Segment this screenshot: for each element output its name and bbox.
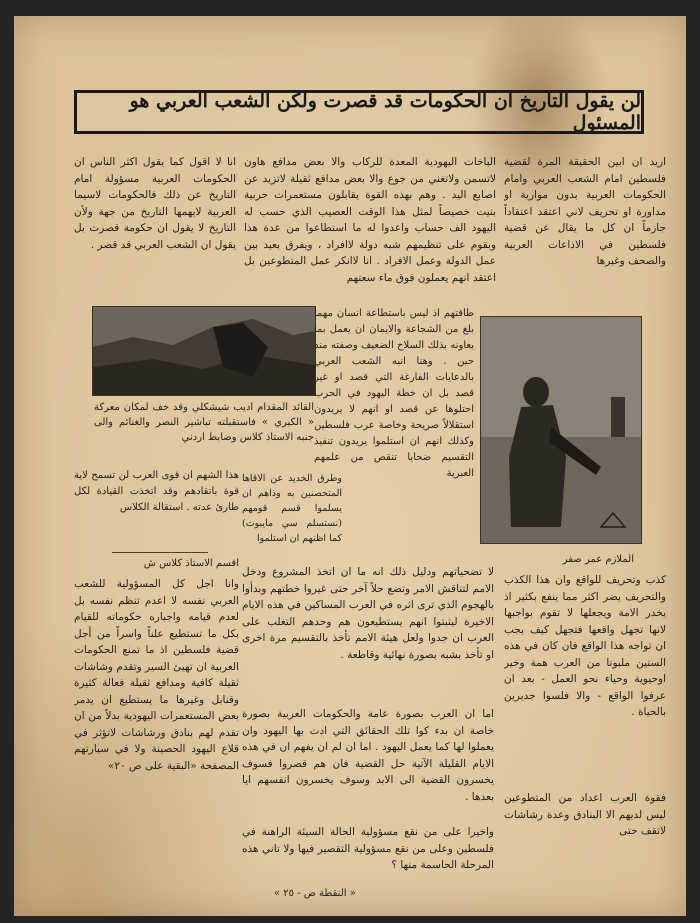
column-middle-low3 <box>242 824 494 874</box>
photo-caption-right: الملازم عمر صفر <box>562 554 634 565</box>
column-left-mid <box>74 468 239 550</box>
article-text: فقوة العرب اعداد من المتطوعين ليس لديهم الا البنادق وعدة رشاشات لاتقف حتى <box>504 792 666 837</box>
column-left-low <box>74 576 239 876</box>
photo-caption-left <box>94 400 314 462</box>
newspaper-page <box>14 16 686 916</box>
article-text: اما ان العرب بصورة عامة والحكومات العربية بصورة خاصة ان بدء كوا تلك الحقائق التي ادت بها اليهود وان يعملوا لها كما يعمل اليهود . اما ان لم ان يفهم ان في هذه الايام القليلة الآتية حل القضية فان هم قصروا فسوف يخسرون القضية الى الابد وسوف يخسرون انفسهم ايا بعدها . <box>242 708 494 803</box>
column-middle-low2 <box>242 706 494 818</box>
article-text: كذب وتحريف للواقع وان هذا الكذب والتحريف يضر اكثر مما ينفع بكثير اذ يخدر الامة ويجعلها لا تقوم بواجبها لانها تجهل واقعها فتجهل كيف يجب ان تواجه هذا الواقع فان كان في هذه السنين ملبونا من العرب همة وخير اوحيوية وحياء نحو العمل - بعد ان عرفوا الواقع - والا فلسوا جديرين بالحياة . <box>504 574 666 718</box>
column-right-low <box>504 572 666 786</box>
article-text: انا لا اقول كما يقول اكثر الناس ان الحكومات العربية مسؤولة امام التاريخ عن ذلك فالحكومات لاسيما العربية لايهمها التاريخ من جهة ولأن التاريخ لا يقول ان حكومة قصرت بل يقول ان الشعب العربي قد قصر . <box>74 156 236 251</box>
page-footer: « النقطة ص - ٢٥ » <box>274 888 356 899</box>
article-text: اريد ان ابين الحقيقة المرة لقضية فلسطين امام الشعب العربي وامام الحكومات العربية بدون موارية او مداورة او تحريف لاني اعتقد اعتقاداً جازماً ان كل ما يقال عن قضية فلسطين في الاذاعات العربية والصحف وغيرها <box>504 156 666 267</box>
column-right-top <box>504 154 666 306</box>
column-right-low2 <box>504 790 666 860</box>
article-text: وطرق الخديد عن الاقاها المتحصنين به وذاهم ان يسلموا قسم قومهم (نستسلم سي مايبوت) كما اظنهم ان استلموا <box>242 473 342 544</box>
photo-landscape <box>92 306 316 396</box>
column-middle-low <box>242 564 494 696</box>
article-text: لا تضحياتهم ودليل ذلك انه ما ان اتخذ المشروع ودخل الامم لتناقش الامر وتضع حلاً آخر حتى غيروا خطتهم وبدأوا بالهجوم الذي ترى اثره في العرب المساكين في هذه الايام الاخيرة ليثبتوا انهم يستطيعون هم وحدهم التغلب على العرب ان جدوا ولعل هيئة الامم تأخذ بالتقسيم مرة اخرى او تأخذ بشبه بصورة نهائية وقاطعة . <box>242 566 494 661</box>
article-text: هذا الشهم ان قوى العرب لن تسمح لاية قوة باتقادهم وقد اتخذت القيادة لكل طارئ عدته . استقالة الكلاس <box>74 470 239 513</box>
divider <box>112 552 208 553</box>
column-left-top <box>74 154 236 304</box>
article-text: طاقتهم اذ ليس باستطاعة انسان مهما بلغ من الشجاعة والايمان ان يعمل بما يعاونه بذلك السلاح الضعيف وصفته مند حين . وهنا انبه الشعب العربي بالدعايات الفارغة التي قصد او غير قصد بل ان خطة اليهود في الحرب احتلوها عن قصد او انهم لا يريدون استقلالاً صريحة وخاصة عرب فلسطين وكذلك انهم ان استلموا يريدون تنفيذ التقسيم ضحايا تنقص من علمهم العبرية <box>314 308 474 479</box>
article-text: اقسم الاستاذ كلاس ش <box>143 558 239 569</box>
headline: لن يقول التاريخ ان الحكومات قد قصرت ولكن الشعب العربي هو المسئول <box>74 90 644 134</box>
caption-text: القائد المقدام اديب شيشكلي وقد خف لمكان معركة « الكبري » فاستقبلته تباشير النصر والغنائم والى جنبه الاستاذ كلاس وضابط اردني <box>94 402 314 443</box>
photo-soldier <box>480 316 642 544</box>
article-text: الباخات اليهودية المعدة للركاب والا بعض مدافع هاون لاتسمن ولاتغني من جوع والا بعض مدافع ثقيلة لاتزيد عن اصابع اليد . وهم بهذه القوة يقابلون مستعمرات حربية بنيت خصيصاً لمثل هذا الوقت العصيب الذي حسب له اليهود الف حساب واعدوا له ما استطاعوا من عدة هذا وبقوم على تنظيمهم شبه دولة لاافراد ، ويفرق بعيد بين عمل الدولة وعمل الافراد . انا لاانكر عمل المتطوعين بل اعتقد انهم يعملون فوق ماء سعتهم <box>244 156 496 284</box>
article-text: وانا اجل كل المسؤولية للشعب العربي نفسه لا اعدم تنظم نفسه بل لعدم قيامه واجباره حكوماته للقيام بكل ما تستطيع علناً واسراً من أجل قضية فلسطين اذ ما تمنع الحكومات العربية ان تهيئ السير وتقدم وشاشات ثقيلة كافية ومدافع ثقيلة فعالة كثيرة وقنابل وغيرها ما يستطيع ان يدمر بعض المستعمرات اليهودية بدلاً من ان تقدم لهم بنادق ورشاشات لاتؤثر في قلاع اليهود الحصينة ولا في سيارتهم المصفحة «البقية على ص ٢٠» <box>74 578 239 772</box>
article-text: واخيرا على من نقع مسؤولية الحالة السيئة الراهنة في فلسطين وعلى من نقع مسؤولية التقصير فيها ولا تاني هذه المرحلة الحاسمة منها ؟ <box>242 826 494 871</box>
column-left-low-title <box>74 556 239 574</box>
column-middle-mid2 <box>242 471 342 551</box>
column-middle-top <box>244 154 496 302</box>
